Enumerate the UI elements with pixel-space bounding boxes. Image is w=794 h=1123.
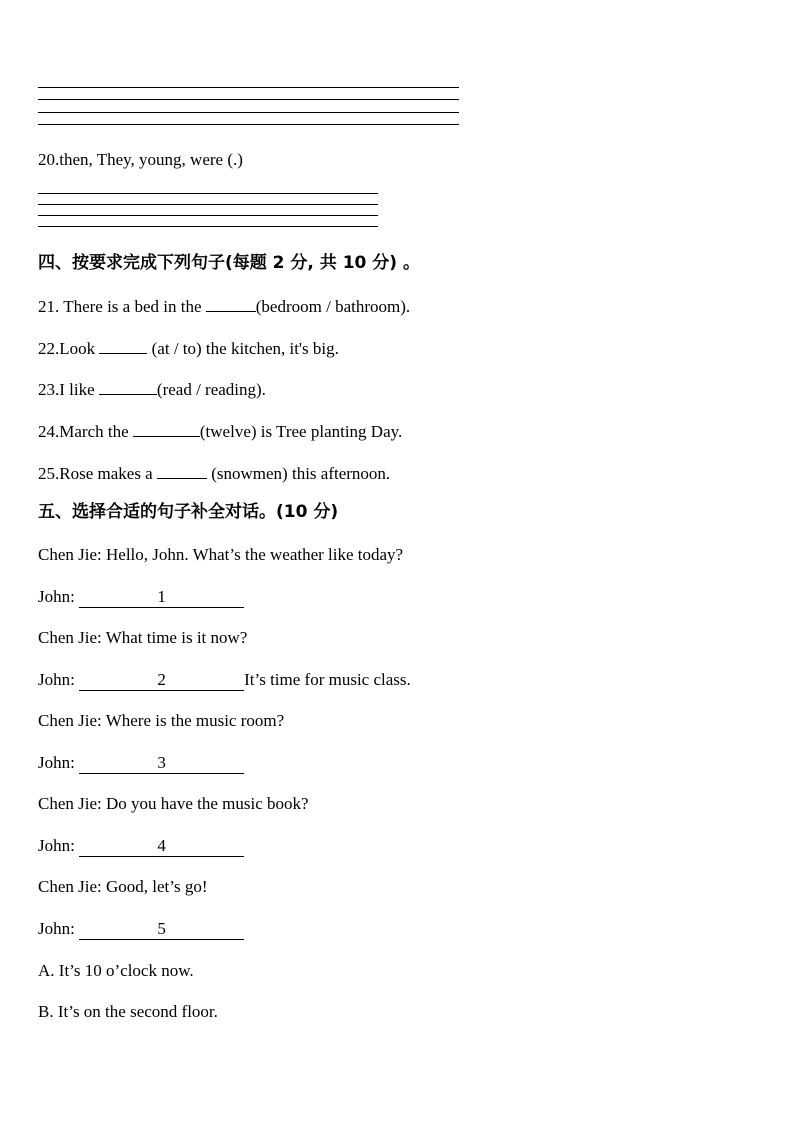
dialogue-line: John: 3 [38,753,244,774]
question-23: 23.I like (read / reading). [38,380,266,399]
dialogue-line: Chen Jie: Do you have the music book? [38,794,309,813]
answer-line[interactable] [38,215,378,216]
answer-line[interactable] [38,124,459,125]
fill-blank[interactable] [99,337,147,354]
dialogue-line: Chen Jie: Good, let’s go! [38,877,208,896]
option-b: B. It’s on the second floor. [38,1002,218,1021]
question-20: 20.then, They, young, were (.) [38,150,243,169]
answer-blank[interactable]: 4 [79,836,244,857]
section-5-heading: 五、选择合适的句子补全对话。(10 分) [38,502,339,522]
answer-line[interactable] [38,193,378,194]
fill-blank[interactable] [157,462,207,479]
question-25: 25.Rose makes a (snowmen) this afternoon. [38,464,391,483]
question-22: 22.Look (at / to) the kitchen, it's big. [38,339,339,358]
answer-line[interactable] [38,112,459,113]
question-21: 21. There is a bed in the (bedroom / bathroom). [38,297,411,316]
dialogue-line: John: 2 It’s time for music class. [38,670,411,689]
answer-line[interactable] [38,226,378,227]
dialogue-line: John: 5 [38,919,244,940]
dialogue-line: Chen Jie: Hello, John. What’s the weather like today? [38,545,404,564]
answer-line[interactable] [38,204,378,205]
answer-blank[interactable]: 3 [79,753,244,774]
fill-blank[interactable] [99,378,157,395]
dialogue-line: Chen Jie: What time is it now? [38,628,248,647]
dialogue-line: Chen Jie: Where is the music room? [38,711,285,730]
answer-blank[interactable]: 2 [79,670,244,691]
dialogue-line: John: 4 [38,836,244,857]
option-a: A. It’s 10 o’clock now. [38,961,194,980]
answer-line[interactable] [38,87,459,88]
dialogue-line: John: 1 [38,587,244,608]
section-4-heading: 四、按要求完成下列句子(每题 2 分, 共 10 分) 。 [38,253,420,273]
answer-line[interactable] [38,99,459,100]
fill-blank[interactable] [133,420,200,437]
answer-blank[interactable]: 5 [79,919,244,940]
answer-blank[interactable]: 1 [79,587,244,608]
question-24: 24.March the (twelve) is Tree planting Day. [38,422,403,441]
fill-blank[interactable] [206,295,256,312]
